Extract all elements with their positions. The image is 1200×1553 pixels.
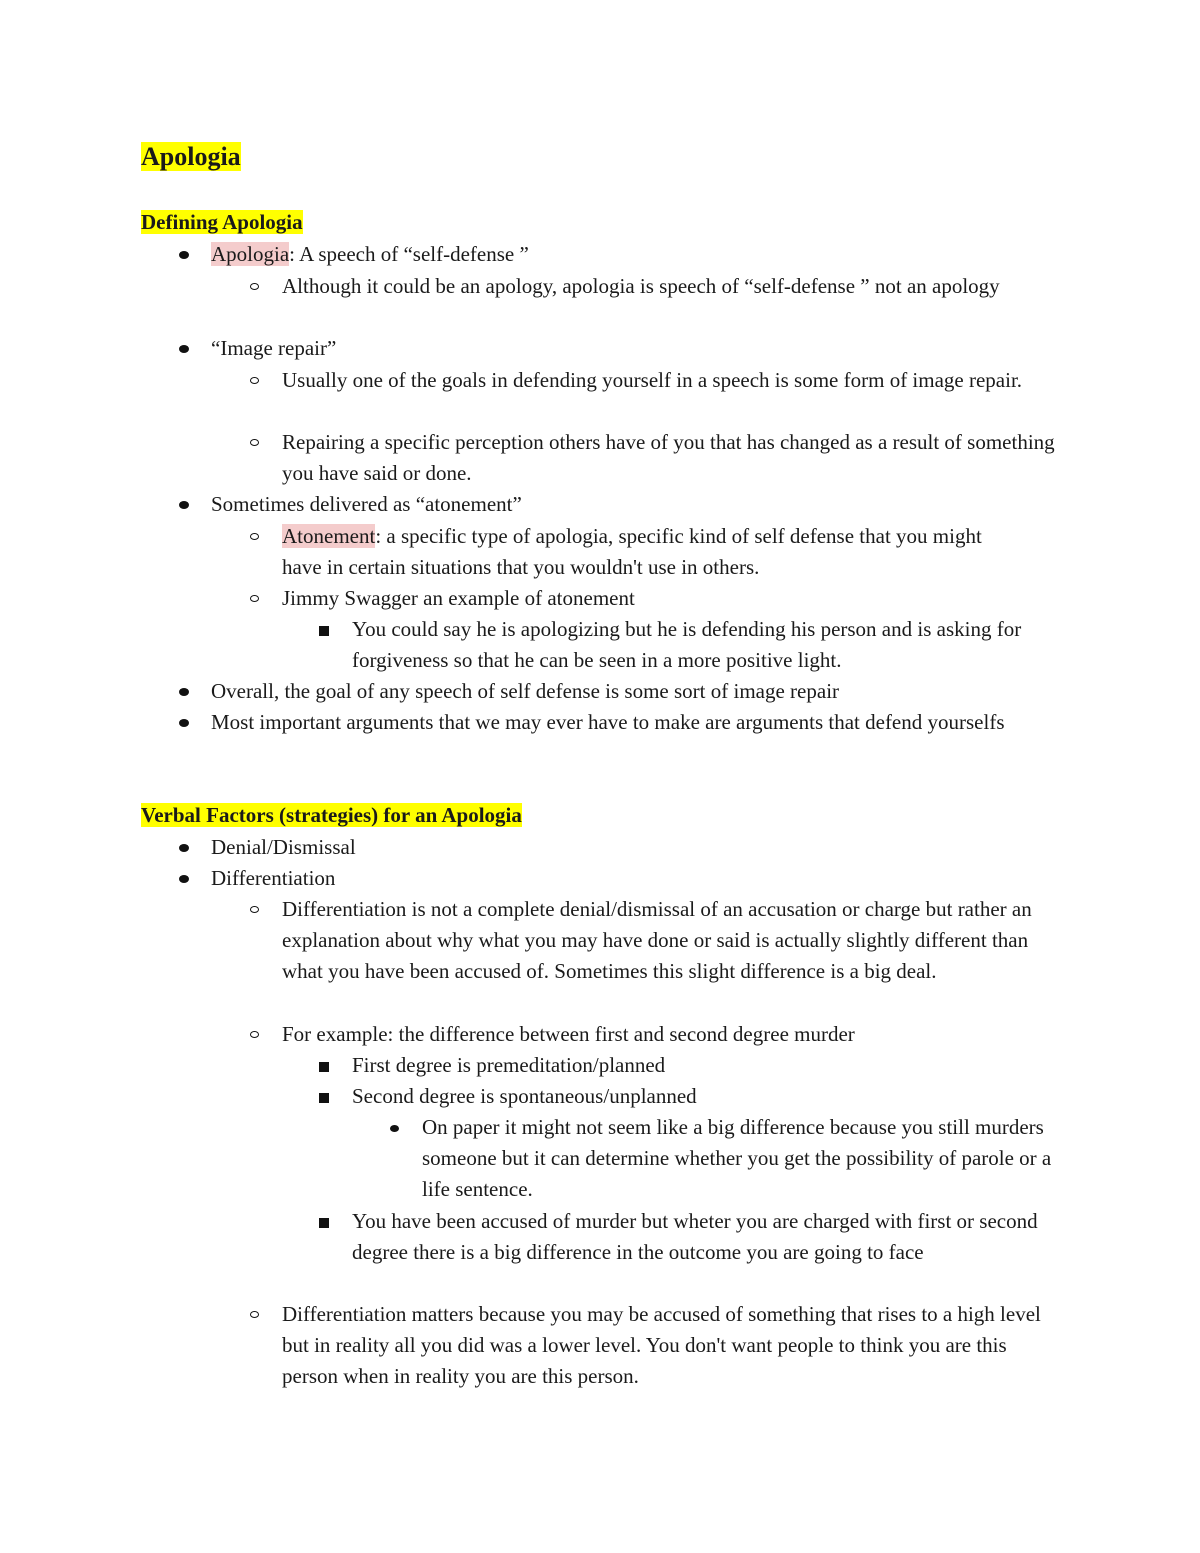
bullet-circle-icon (250, 377, 259, 384)
bullet-disc-icon (179, 875, 189, 883)
list-item: Differentiation is not a complete denial/dismissal of an accusation or charge but rather an explanation about why what you may have done or said is actually slightly different than what you have been accused of. Sometimes this slight difference is a big deal. (282, 897, 1032, 983)
bullet-circle-icon (250, 906, 259, 913)
list-item: You have been accused of murder but wheter you are charged with first or second degree there is a big difference in the outcome you are going to face (352, 1209, 1038, 1264)
bullet-circle-icon (250, 283, 259, 290)
list-item: Differentiation (211, 866, 336, 890)
bullet-circle-icon (250, 595, 259, 602)
bullet-square-icon (319, 626, 329, 636)
bullet-square-icon (319, 1062, 329, 1072)
list-item: “Image repair” (211, 336, 337, 360)
list-item: Jimmy Swagger an example of atonement (282, 586, 635, 610)
bullet-disc-icon (179, 501, 189, 509)
list-item: Denial/Dismissal (211, 835, 356, 859)
bullet-square-icon (319, 1093, 329, 1103)
list-item: Repairing a specific perception others have of you that has changed as a result of something you have said or done. (282, 430, 1055, 485)
document-title: Apologia (141, 142, 241, 171)
list-item: Sometimes delivered as “atonement” (211, 492, 522, 516)
list-item: On paper it might not seem like a big difference because you still murders someone but it can determine whether you get the possibility of parole or a life sentence. (422, 1115, 1052, 1201)
bullet-disc-icon (179, 688, 189, 696)
bullet-disc-icon (179, 345, 189, 353)
bullet-disc-icon (179, 844, 189, 852)
list-item: Apologia: A speech of “self-defense ” (211, 242, 529, 266)
bullet-disc-icon (179, 719, 189, 727)
bullet-disc-icon (179, 251, 189, 259)
list-item: You could say he is apologizing but he is defending his person and is asking for forgiveness so that he can be seen in a more positive light. (352, 617, 1022, 672)
list-item: Differentiation matters because you may be accused of something that rises to a high level but in reality all you did was a lower level. You don't want people to think you are this person when in reality you are this person. (282, 1302, 1041, 1388)
list-item: Atonement: a specific type of apologia, specific kind of self defense that you might have in certain situations that you wouldn't use in others. (282, 524, 982, 579)
section-heading-verbal-factors: Verbal Factors (strategies) for an Apologia (141, 803, 522, 827)
list-item: For example: the difference between first and second degree murder (282, 1022, 855, 1046)
list-item: Most important arguments that we may ever have to make are arguments that defend yourselfs (211, 710, 1005, 734)
list-item: Usually one of the goals in defending yourself in a speech is some form of image repair. (282, 368, 1023, 392)
section-heading-defining-apologia: Defining Apologia (141, 210, 303, 234)
list-item: Although it could be an apology, apologia is speech of “self-defense ” not an apology (282, 274, 1000, 298)
bullet-circle-icon (250, 533, 259, 540)
list-item: Overall, the goal of any speech of self defense is some sort of image repair (211, 679, 840, 703)
bullet-circle-icon (250, 1031, 259, 1038)
bullet-disc-icon (390, 1125, 399, 1132)
bullet-square-icon (319, 1218, 329, 1228)
list-item: Second degree is spontaneous/unplanned (352, 1084, 697, 1108)
bullet-circle-icon (250, 1311, 259, 1318)
list-item: First degree is premeditation/planned (352, 1053, 666, 1077)
bullet-circle-icon (250, 439, 259, 446)
